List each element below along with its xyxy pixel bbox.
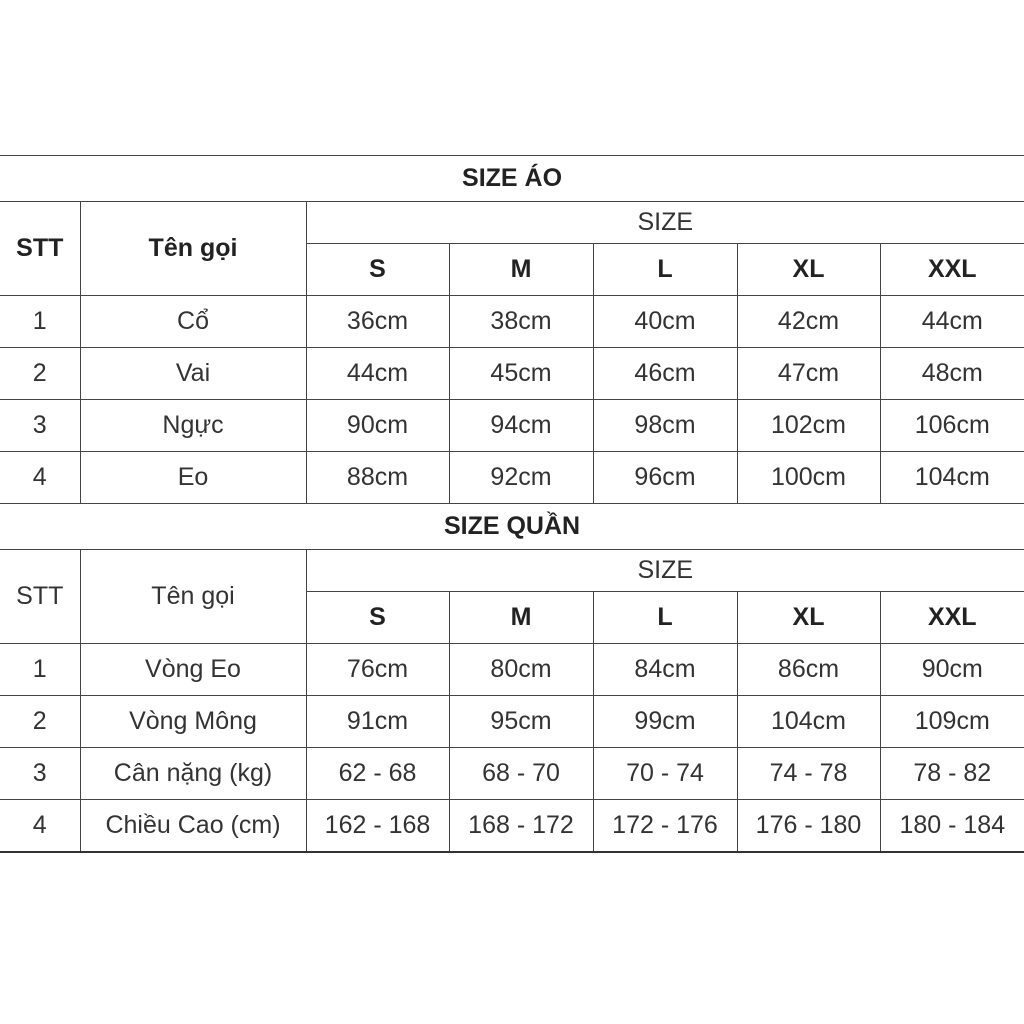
row-value: 80cm xyxy=(449,644,593,696)
shirt-size-xxl: XXL xyxy=(880,244,1024,296)
pants-size-l: L xyxy=(593,592,737,644)
row-value: 92cm xyxy=(449,452,593,504)
row-value: 46cm xyxy=(593,348,737,400)
row-value: 104cm xyxy=(737,696,880,748)
row-stt: 2 xyxy=(0,696,80,748)
row-name: Vòng Mông xyxy=(80,696,306,748)
row-name: Vai xyxy=(80,348,306,400)
row-value: 96cm xyxy=(593,452,737,504)
table-row xyxy=(0,348,1024,400)
shirt-col-stt: STT xyxy=(0,202,80,296)
row-value: 74 - 78 xyxy=(737,748,880,800)
table-row xyxy=(0,748,1024,800)
shirt-size-m: M xyxy=(449,244,593,296)
row-value: 95cm xyxy=(449,696,593,748)
row-value: 70 - 74 xyxy=(593,748,737,800)
row-stt: 1 xyxy=(0,644,80,696)
row-value: 100cm xyxy=(737,452,880,504)
table-row xyxy=(0,452,1024,504)
row-value: 68 - 70 xyxy=(449,748,593,800)
pants-table-title: SIZE QUẦN xyxy=(0,504,1024,550)
shirt-header-row xyxy=(0,202,1024,244)
pants-col-name: Tên gọi xyxy=(80,550,306,644)
row-value: 90cm xyxy=(880,644,1024,696)
row-value: 176 - 180 xyxy=(737,800,880,853)
row-value: 62 - 68 xyxy=(306,748,449,800)
table-row xyxy=(0,696,1024,748)
row-stt: 2 xyxy=(0,348,80,400)
row-value: 172 - 176 xyxy=(593,800,737,853)
row-value: 76cm xyxy=(306,644,449,696)
row-value: 44cm xyxy=(880,296,1024,348)
shirt-table-title: SIZE ÁO xyxy=(0,156,1024,202)
row-value: 88cm xyxy=(306,452,449,504)
table-row xyxy=(0,800,1024,853)
row-value: 162 - 168 xyxy=(306,800,449,853)
row-value: 40cm xyxy=(593,296,737,348)
pants-size-m: M xyxy=(449,592,593,644)
table-row xyxy=(0,296,1024,348)
row-value: 104cm xyxy=(880,452,1024,504)
pants-size-xl: XL xyxy=(737,592,880,644)
shirt-size-l: L xyxy=(593,244,737,296)
row-value: 94cm xyxy=(449,400,593,452)
table-row xyxy=(0,644,1024,696)
row-name: Chiều Cao (cm) xyxy=(80,800,306,853)
row-value: 48cm xyxy=(880,348,1024,400)
row-value: 90cm xyxy=(306,400,449,452)
row-name: Eo xyxy=(80,452,306,504)
row-name: Vòng Eo xyxy=(80,644,306,696)
row-value: 98cm xyxy=(593,400,737,452)
table-row xyxy=(0,400,1024,452)
row-stt: 4 xyxy=(0,452,80,504)
row-value: 47cm xyxy=(737,348,880,400)
row-value: 168 - 172 xyxy=(449,800,593,853)
size-table xyxy=(0,155,1024,853)
pants-col-stt: STT xyxy=(0,550,80,644)
row-value: 109cm xyxy=(880,696,1024,748)
size-chart xyxy=(0,155,1024,853)
row-value: 91cm xyxy=(306,696,449,748)
shirt-title-row xyxy=(0,156,1024,202)
row-name: Cân nặng (kg) xyxy=(80,748,306,800)
shirt-size-xl: XL xyxy=(737,244,880,296)
row-stt: 4 xyxy=(0,800,80,853)
shirt-col-size: SIZE xyxy=(306,202,1024,244)
pants-size-s: S xyxy=(306,592,449,644)
row-stt: 3 xyxy=(0,748,80,800)
row-value: 106cm xyxy=(880,400,1024,452)
row-value: 99cm xyxy=(593,696,737,748)
shirt-size-s: S xyxy=(306,244,449,296)
row-value: 84cm xyxy=(593,644,737,696)
row-stt: 3 xyxy=(0,400,80,452)
row-value: 78 - 82 xyxy=(880,748,1024,800)
row-value: 102cm xyxy=(737,400,880,452)
row-value: 45cm xyxy=(449,348,593,400)
row-stt: 1 xyxy=(0,296,80,348)
row-name: Ngực xyxy=(80,400,306,452)
shirt-col-name: Tên gọi xyxy=(80,202,306,296)
pants-title-row xyxy=(0,504,1024,550)
row-value: 42cm xyxy=(737,296,880,348)
pants-col-size: SIZE xyxy=(306,550,1024,592)
pants-header-row xyxy=(0,550,1024,592)
row-value: 180 - 184 xyxy=(880,800,1024,853)
row-name: Cổ xyxy=(80,296,306,348)
row-value: 44cm xyxy=(306,348,449,400)
row-value: 86cm xyxy=(737,644,880,696)
row-value: 36cm xyxy=(306,296,449,348)
row-value: 38cm xyxy=(449,296,593,348)
pants-size-xxl: XXL xyxy=(880,592,1024,644)
